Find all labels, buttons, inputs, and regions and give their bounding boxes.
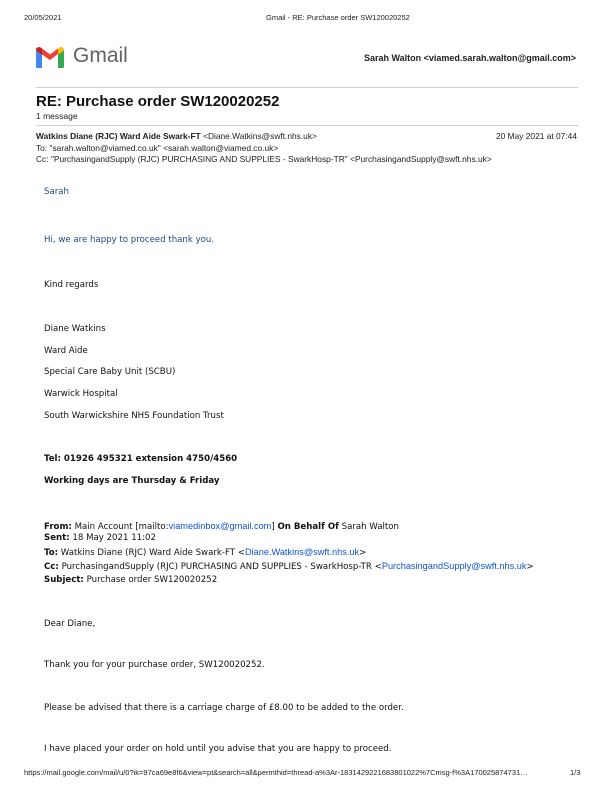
gmail-envelope-icon	[34, 44, 66, 69]
quoted-to-link[interactable]: Diane.Watkins@swft.nhs.uk	[244, 547, 360, 557]
divider	[36, 87, 578, 88]
quoted-sent: Sent: 18 May 2021 11:02	[44, 533, 156, 543]
quoted-from: From: Main Account [mailto:viamedinbox@gmail.com] On Behalf Of Sarah Walton	[44, 521, 399, 532]
quoted-paragraph: I have placed your order on hold until you advise that you are happy to proceed.	[44, 744, 392, 754]
print-date: 20/05/2021	[24, 13, 62, 22]
signature-trust: South Warwickshire NHS Foundation Trust	[44, 411, 224, 421]
to-line: To: "sarah.walton@viamed.co.uk" <sarah.walton@viamed.co.uk>	[36, 143, 279, 153]
quoted-salutation: Dear Diane,	[44, 619, 96, 629]
message-date: 20 May 2021 at 07:44	[495, 131, 577, 141]
signature-days: Working days are Thursday & Friday	[44, 476, 220, 486]
divider	[36, 125, 578, 126]
greeting: Sarah	[44, 187, 69, 197]
signature-unit: Special Care Baby Unit (SCBU)	[44, 367, 176, 377]
thread-subject: RE: Purchase order SW120020252	[36, 93, 280, 110]
print-url: https://mail.google.com/mail/u/0?ik=97ca69e8f6&view=pt&search=all&permthid=thread-a%3Ar-1831429221683801022%7Cmsg-f%3A170025874731…	[24, 768, 528, 777]
signature-hospital: Warwick Hospital	[44, 389, 118, 399]
message-count: 1 message	[36, 111, 78, 121]
quoted-to: To: Watkins Diane (RJC) Ward Aide Swark-FT <Diane.Watkins@swft.nhs.uk>	[44, 547, 367, 558]
sender-email: <Diane.Watkins@swft.nhs.uk>	[203, 131, 317, 141]
quoted-subject: Subject: Purchase order SW120020252	[44, 575, 218, 585]
sender	[36, 131, 317, 141]
account-label: Sarah Walton <viamed.sarah.walton@gmail.com>	[363, 53, 576, 63]
closing: Kind regards	[44, 280, 99, 290]
page-number: 1/3	[570, 768, 581, 777]
signature-tel: Tel: 01926 495321 extension 4750/4560	[44, 454, 238, 464]
quoted-paragraph: Please be advised that there is a carriage charge of £8.00 to be added to the order.	[44, 703, 404, 713]
body-line: Hi, we are happy to proceed thank you.	[44, 235, 215, 245]
signature-name: Diane Watkins	[44, 324, 106, 334]
signature-role: Ward Aide	[44, 346, 88, 356]
quoted-cc-link[interactable]: PurchasingandSupply@swft.nhs.uk	[381, 561, 527, 571]
gmail-logo	[34, 44, 66, 74]
cc-line: Cc: "PurchasingandSupply (RJC) PURCHASING AND SUPPLIES - SwarkHosp-TR" <PurchasingandSupply@swft.nhs.uk>	[36, 154, 492, 164]
quoted-paragraph: Thank you for your purchase order, SW120020252.	[44, 660, 265, 670]
sender-name: Watkins Diane (RJC) Ward Aide Swark-FT	[36, 131, 201, 141]
print-title: Gmail - RE: Purchase order SW120020252	[266, 13, 410, 22]
quoted-from-link[interactable]: viamedinbox@gmail.com	[168, 521, 272, 531]
quoted-cc: Cc: PurchasingandSupply (RJC) PURCHASING AND SUPPLIES - SwarkHosp-TR <PurchasingandSupply@swft.nhs.uk>	[44, 561, 534, 572]
gmail-wordmark: Gmail	[73, 44, 128, 67]
